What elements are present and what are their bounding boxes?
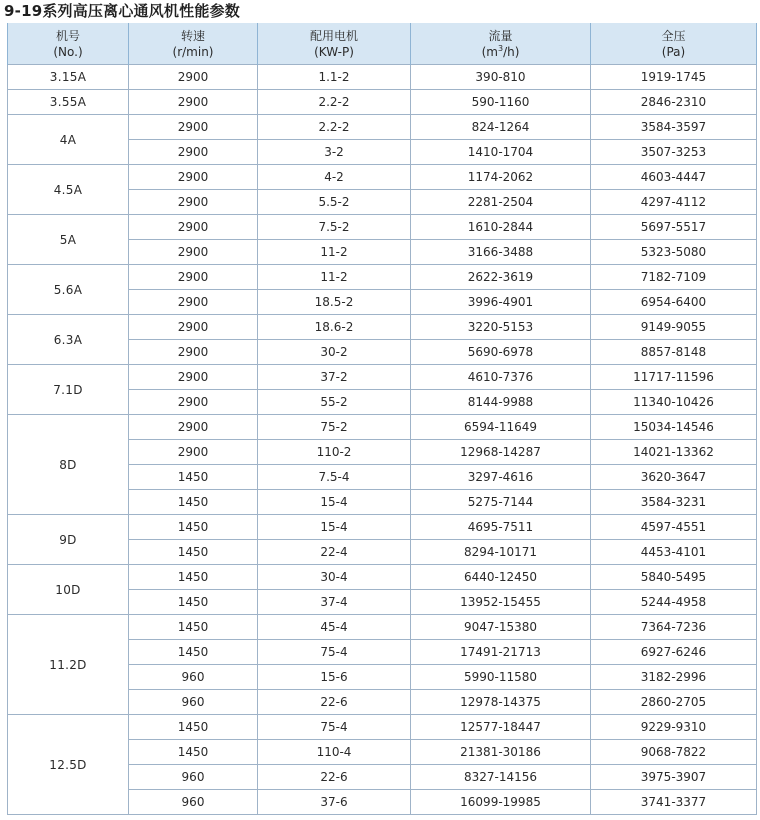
speed-cell: 1450 [129,715,258,740]
table-header [8,23,757,65]
speed-cell: 2900 [129,390,258,415]
table-row [8,115,757,140]
flow-cell: 12978-14375 [411,690,591,715]
flow-cell: 6594-11649 [411,415,591,440]
flow-cell: 2622-3619 [411,265,591,290]
pressure-cell: 3182-2996 [591,665,757,690]
header-model [8,23,129,65]
pressure-cell: 15034-14546 [591,415,757,440]
speed-cell: 1450 [129,640,258,665]
table-row [8,215,757,240]
flow-cell: 9047-15380 [411,615,591,640]
pressure-cell: 2846-2310 [591,90,757,115]
motor-cell: 18.6-2 [258,315,411,340]
flow-cell: 5690-6978 [411,340,591,365]
pressure-cell: 9229-9310 [591,715,757,740]
table-row [8,415,757,440]
pressure-cell: 9149-9055 [591,315,757,340]
header-model-name: 机号 [55,28,80,43]
table-row [8,365,757,390]
model-cell: 10D [8,565,129,615]
flow-cell: 824-1264 [411,115,591,140]
table-body [8,65,757,815]
motor-cell: 37-4 [258,590,411,615]
pressure-cell: 1919-1745 [591,65,757,90]
flow-cell: 2281-2504 [411,190,591,215]
pressure-cell: 11717-11596 [591,365,757,390]
model-cell: 8D [8,415,129,515]
motor-cell: 30-4 [258,565,411,590]
pressure-cell: 8857-8148 [591,340,757,365]
header-model-unit: (No.) [53,44,83,59]
motor-cell: 15-6 [258,665,411,690]
motor-cell: 15-4 [258,515,411,540]
fan-performance-table [7,23,757,815]
motor-cell: 37-6 [258,790,411,815]
motor-cell: 7.5-4 [258,465,411,490]
flow-cell: 390-810 [411,65,591,90]
motor-cell: 4-2 [258,165,411,190]
pressure-cell: 3507-3253 [591,140,757,165]
pressure-cell: 4297-4112 [591,190,757,215]
header-motor-name: 配用电机 [309,28,358,43]
model-cell: 5A [8,215,129,265]
motor-cell: 22-4 [258,540,411,565]
speed-cell: 1450 [129,615,258,640]
motor-cell: 110-4 [258,740,411,765]
speed-cell: 2900 [129,140,258,165]
header-flow-name: 流量 [488,28,513,43]
motor-cell: 45-4 [258,615,411,640]
flow-cell: 5990-11580 [411,665,591,690]
table-row [8,90,757,115]
speed-cell: 2900 [129,240,258,265]
speed-cell: 960 [129,790,258,815]
speed-cell: 1450 [129,515,258,540]
flow-cell: 4610-7376 [411,365,591,390]
flow-cell: 17491-21713 [411,640,591,665]
motor-cell: 7.5-2 [258,215,411,240]
speed-cell: 2900 [129,265,258,290]
header-row [8,23,757,65]
speed-cell: 2900 [129,415,258,440]
flow-cell: 1174-2062 [411,165,591,190]
motor-cell: 2.2-2 [258,90,411,115]
model-cell: 5.6A [8,265,129,315]
flow-cell: 12577-18447 [411,715,591,740]
table-row [8,65,757,90]
page-title: 9-19系列高压离心通风机性能参数 [4,2,240,20]
motor-cell: 11-2 [258,240,411,265]
motor-cell: 22-6 [258,765,411,790]
flow-cell: 1610-2844 [411,215,591,240]
pressure-cell: 4453-4101 [591,540,757,565]
speed-cell: 2900 [129,340,258,365]
speed-cell: 2900 [129,190,258,215]
speed-cell: 1450 [129,465,258,490]
flow-cell: 8294-10171 [411,540,591,565]
motor-cell: 30-2 [258,340,411,365]
motor-cell: 75-4 [258,715,411,740]
table-row [8,315,757,340]
flow-cell: 3996-4901 [411,290,591,315]
header-flow-unit-post: /h) [503,44,520,59]
pressure-cell: 4597-4551 [591,515,757,540]
motor-cell: 11-2 [258,265,411,290]
flow-cell: 21381-30186 [411,740,591,765]
speed-cell: 1450 [129,590,258,615]
table-row [8,715,757,740]
motor-cell: 15-4 [258,490,411,515]
motor-cell: 3-2 [258,140,411,165]
table-row [8,165,757,190]
flow-cell: 3297-4616 [411,465,591,490]
speed-cell: 2900 [129,290,258,315]
speed-cell: 2900 [129,65,258,90]
header-speed-name: 转速 [180,28,205,43]
motor-cell: 5.5-2 [258,190,411,215]
speed-cell: 1450 [129,740,258,765]
model-cell: 4.5A [8,165,129,215]
model-cell: 3.55A [8,90,129,115]
model-cell: 11.2D [8,615,129,715]
pressure-cell: 7182-7109 [591,265,757,290]
table-row [8,615,757,640]
pressure-cell: 3584-3597 [591,115,757,140]
model-cell: 6.3A [8,315,129,365]
header-flow-unit-sup: 3 [497,43,504,53]
motor-cell: 18.5-2 [258,290,411,315]
flow-cell: 13952-15455 [411,590,591,615]
header-motor-unit: (KW-P) [314,44,354,59]
header-flow-unit-pre: (m [481,44,498,59]
header-motor [258,23,411,65]
pressure-cell: 5323-5080 [591,240,757,265]
motor-cell: 75-4 [258,640,411,665]
speed-cell: 2900 [129,440,258,465]
speed-cell: 2900 [129,115,258,140]
pressure-cell: 9068-7822 [591,740,757,765]
header-pressure-unit: (Pa) [661,44,686,59]
pressure-cell: 4603-4447 [591,165,757,190]
header-flow [411,23,591,65]
speed-cell: 960 [129,765,258,790]
header-flow-unit [411,44,590,60]
flow-cell: 3166-3488 [411,240,591,265]
flow-cell: 16099-19985 [411,790,591,815]
pressure-cell: 3741-3377 [591,790,757,815]
motor-cell: 55-2 [258,390,411,415]
header-pressure-name: 全压 [661,28,686,43]
header-speed [129,23,258,65]
model-cell: 12.5D [8,715,129,815]
speed-cell: 2900 [129,315,258,340]
model-cell: 3.15A [8,65,129,90]
header-pressure [591,23,757,65]
flow-cell: 5275-7144 [411,490,591,515]
flow-cell: 4695-7511 [411,515,591,540]
flow-cell: 8327-14156 [411,765,591,790]
pressure-cell: 3584-3231 [591,490,757,515]
speed-cell: 1450 [129,490,258,515]
flow-cell: 6440-12450 [411,565,591,590]
speed-cell: 960 [129,690,258,715]
table-row [8,565,757,590]
pressure-cell: 6927-6246 [591,640,757,665]
speed-cell: 2900 [129,165,258,190]
motor-cell: 75-2 [258,415,411,440]
speed-cell: 960 [129,665,258,690]
speed-cell: 2900 [129,365,258,390]
motor-cell: 2.2-2 [258,115,411,140]
speed-cell: 2900 [129,90,258,115]
speed-cell: 1450 [129,565,258,590]
table-row [8,515,757,540]
motor-cell: 1.1-2 [258,65,411,90]
pressure-cell: 2860-2705 [591,690,757,715]
motor-cell: 37-2 [258,365,411,390]
pressure-cell: 5840-5495 [591,565,757,590]
pressure-cell: 6954-6400 [591,290,757,315]
pressure-cell: 14021-13362 [591,440,757,465]
pressure-cell: 7364-7236 [591,615,757,640]
speed-cell: 2900 [129,215,258,240]
model-cell: 9D [8,515,129,565]
pressure-cell: 3975-3907 [591,765,757,790]
flow-cell: 3220-5153 [411,315,591,340]
motor-cell: 110-2 [258,440,411,465]
model-cell: 4A [8,115,129,165]
speed-cell: 1450 [129,540,258,565]
pressure-cell: 5697-5517 [591,215,757,240]
flow-cell: 1410-1704 [411,140,591,165]
flow-cell: 8144-9988 [411,390,591,415]
flow-cell: 12968-14287 [411,440,591,465]
model-cell: 7.1D [8,365,129,415]
pressure-cell: 3620-3647 [591,465,757,490]
motor-cell: 22-6 [258,690,411,715]
pressure-cell: 5244-4958 [591,590,757,615]
table-row [8,265,757,290]
pressure-cell: 11340-10426 [591,390,757,415]
header-speed-unit: (r/min) [172,44,214,59]
flow-cell: 590-1160 [411,90,591,115]
